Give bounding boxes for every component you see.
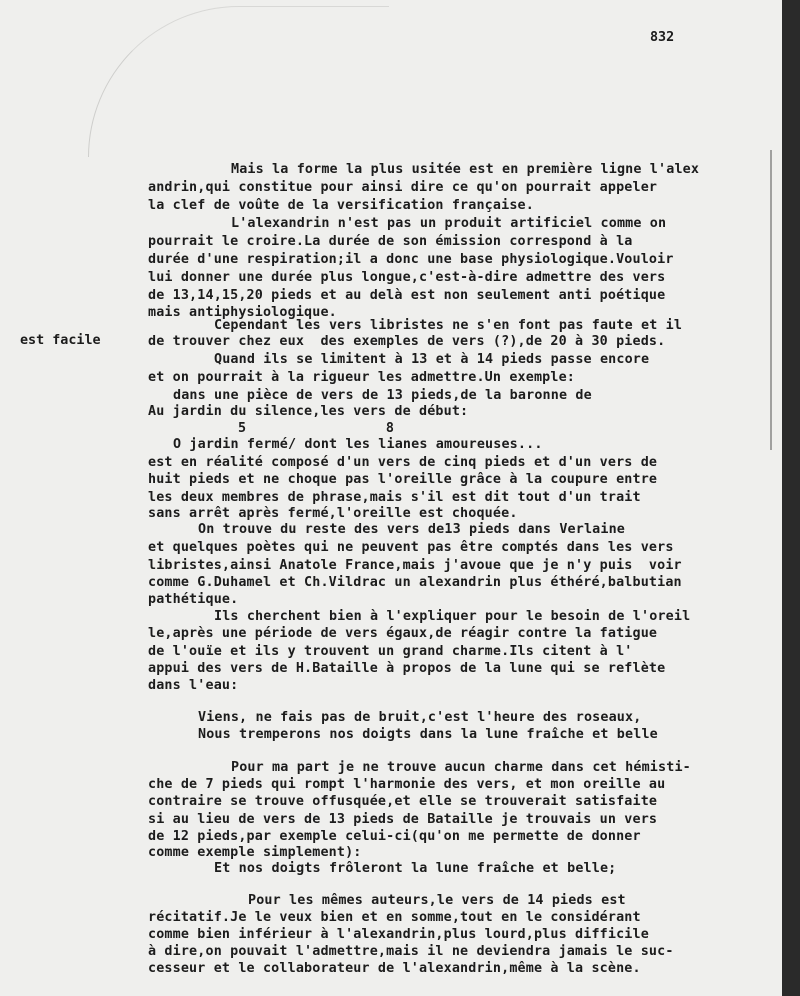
page-edge (782, 0, 800, 996)
text-line: mais antiphysiologique. (148, 305, 337, 320)
text-line: Viens, ne fais pas de bruit,c'est l'heure des roseaux, (198, 710, 642, 725)
text-line: Cependant les vers libristes ne s'en font pas faute et il (214, 318, 683, 333)
text-line: sans arrêt après fermé,l'oreille est choquée. (148, 506, 518, 521)
text-line: Pour ma part je ne trouve aucun charme dans cet hémisti- (231, 760, 691, 775)
page-number: 832 (650, 30, 675, 45)
text-line: de l'ouïe et ils y trouvent un grand charme.Ils citent à l' (148, 644, 633, 659)
text-line: si au lieu de vers de 13 pieds de Bataille je trouvais un vers (148, 812, 658, 827)
text-line: dans l'eau: (148, 678, 239, 693)
text-line: Pour les mêmes auteurs,le vers de 14 pieds est (248, 893, 626, 908)
text-line: On trouve du reste des vers de13 pieds dans Verlaine (198, 522, 626, 537)
text-line: et quelques poètes qui ne peuvent pas être comptés dans les vers (148, 540, 674, 555)
text-line: L'alexandrin n'est pas un produit artificiel comme on (231, 216, 667, 231)
text-line: comme G.Duhamel et Ch.Vildrac un alexandrin plus éthéré,balbutian (148, 575, 682, 590)
text-line: Et nos doigts frôleront la lune fraîche et belle; (214, 861, 617, 876)
text-line: est en réalité composé d'un vers de cinq pieds et d'un vers de (148, 455, 658, 470)
text-line: O jardin fermé/ dont les lianes amoureuses... (173, 437, 543, 452)
text-line: libristes,ainsi Anatole France,mais j'avoue que je n'y puis voir (148, 558, 682, 573)
text-line: de 12 pieds,par exemple celui-ci(qu'on me permette de donner (148, 829, 641, 844)
text-line: dans une pièce de vers de 13 pieds,de la baronne de (173, 388, 592, 403)
text-line: che de 7 pieds qui rompt l'harmonie des vers, et mon oreille au (148, 777, 666, 792)
text-line: andrin,qui constitue pour ainsi dire ce qu'on pourrait appeler (148, 180, 658, 195)
text-line: lui donner une durée plus longue,c'est-à-dire admettre des vers (148, 270, 666, 285)
text-line: le,après une période de vers égaux,de réagir contre la fatigue (148, 626, 658, 641)
text-line: 5 8 (238, 421, 395, 436)
text-line: Au jardin du silence,les vers de début: (148, 404, 469, 419)
margin-bar (770, 150, 772, 450)
text-line: récitatif.Je le veux bien et en somme,tout en le considérant (148, 910, 641, 925)
text-line: Ils cherchent bien à l'expliquer pour le besoin de l'oreil (214, 609, 691, 624)
text-line: et on pourrait à la rigueur les admettre.Un exemple: (148, 370, 576, 385)
text-line: pathétique. (148, 592, 239, 607)
text-line: la clef de voûte de la versification française. (148, 198, 534, 213)
text-line: pourrait le croire.La durée de son émission correspond à la (148, 234, 633, 249)
text-line: durée d'une respiration;il a donc une base physiologique.Vouloir (148, 252, 674, 267)
text-line: de 13,14,15,20 pieds et au delà est non seulement anti poétique (148, 288, 666, 303)
text-line: les deux membres de phrase,mais s'il est dit tout d'un trait (148, 490, 641, 505)
text-line: comme exemple simplement): (148, 845, 362, 860)
text-line: à dire,on pouvait l'admettre,mais il ne deviendra jamais le suc- (148, 944, 674, 959)
text-line: Quand ils se limitent à 13 et à 14 pieds passe encore (214, 352, 650, 367)
text-line: Nous tremperons nos doigts dans la lune fraîche et belle (198, 727, 658, 742)
margin-note: est facile (20, 333, 101, 348)
text-line: appui des vers de H.Bataille à propos de la lune qui se reflète (148, 661, 666, 676)
text-line: comme bien inférieur à l'alexandrin,plus lourd,plus difficile (148, 927, 649, 942)
text-line: cesseur et le collaborateur de l'alexandrin,même à la scène. (148, 961, 641, 976)
text-line: huit pieds et ne choque pas l'oreille grâce à la coupure entre (148, 472, 658, 487)
text-line: contraire se trouve offusquée,et elle se trouverait satisfaite (148, 794, 658, 809)
text-line: Mais la forme la plus usitée est en première ligne l'alex (231, 162, 700, 177)
text-line: de trouver chez eux des exemples de vers (?),de 20 à 30 pieds. (148, 334, 666, 349)
